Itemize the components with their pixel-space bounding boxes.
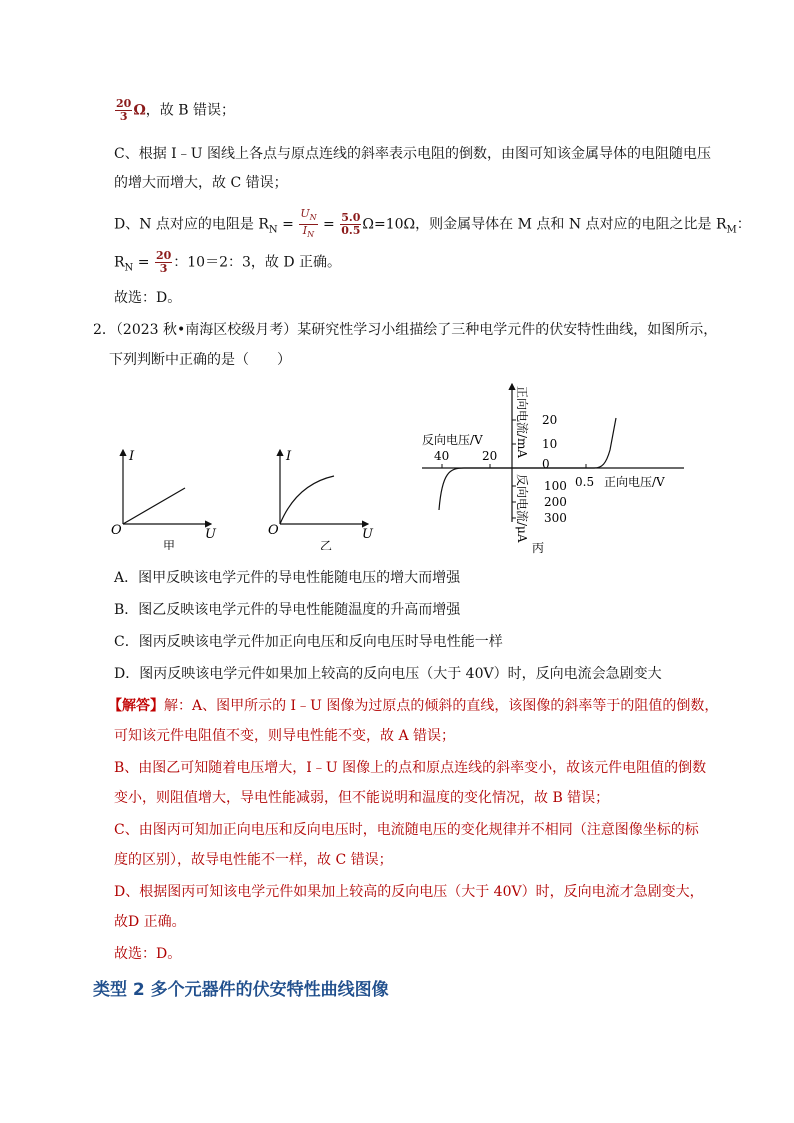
fraction: $\frac{U_N}{I_N}$ [300,207,317,240]
jia-caption: 甲 [163,539,176,550]
pos-tick-20: 20 [542,413,558,427]
jia-y-label: I [129,449,135,464]
yi-y-label: I [286,449,292,464]
rev-v-tick-40: 40 [434,449,450,463]
neg-voltage-label: 反向电压/V [422,433,483,447]
neg-tick-100: 100 [544,479,567,493]
solution-d-line-2: 故D 正确。 [114,914,186,930]
prev-answer: 故选：D。 [114,290,182,306]
bing-caption: 丙 [532,541,545,555]
q2-stem-line-2: 下列判断中正确的是（ ） [109,352,291,368]
solution-c-line-2: 度的区别），故导电性能不一样，故 C 错误； [114,852,393,868]
solution-c-line-1: C、由图丙可知加正向电压和反向电压时，电流随电压的变化规律并不相同（注意图像坐标的标 [114,822,699,838]
solution-answer: 故选：D。 [114,946,182,962]
yi-caption: 乙 [320,539,333,550]
q2-stem-line-1: 2．（2023 秋•南海区校级月考）某研究性学习小组描绘了三种电学元件的伏安特性曲线，如图所示， [93,322,718,338]
reverse-curve [439,468,512,510]
jia-x-label: U [205,527,216,542]
neg-current-label: 反向电流/μA [515,474,529,543]
option-c: C．图丙反映该电学元件加正向电压和反向电压时导电性能一样 [114,634,503,650]
figure-bing [412,372,692,562]
solution-b-line-2: 变小，则阻值增大，导电性能减弱，但不能说明和温度的变化情况，故 B 错误； [114,790,610,806]
prev-d-line-2: $R_N$ = $\frac{20}{3}$ ：10＝2：3，故 D 正确。 [114,249,342,275]
fraction: $\frac{5.0}{0.5}$ [341,211,361,238]
fraction: $\frac{20}{3}$ [116,97,132,123]
neg-tick-200: 200 [544,495,567,509]
prev-c-line-2: 的增大而增大，故 C 错误； [114,175,288,191]
option-a: A．图甲反映该电学元件的导电性能随电压的增大而增强 [114,570,461,586]
yi-origin: O [268,523,279,538]
pos-voltage-label: 正向电压/V [604,475,665,489]
rev-v-tick-20: 20 [482,449,498,463]
prev-c-line-1: C、根据 I﹣U 图线上各点与原点连线的斜率表示电阻的倒数，由图可知该金属导体的电阻随电压 [114,146,711,162]
solution-a-line-1: 【解答】解：A、图甲所示的 I﹣U 图像为过原点的倾斜的直线，该图像的斜率等于的阻值的倒数， [108,698,719,714]
prev-d-line-1: D、N 点对应的电阻是 $R_N$ = $\frac{U_N}{I_N}$ = $\frac{5.0}{0.5}$ Ω=10Ω，则金属导体在 M 点和 N 点对应的电阻之比是 $R_M$： [114,207,751,240]
option-d: D．图丙反映该电学元件如果加上较高的反向电压（大于 40V）时，反向电流会急剧变大 [114,666,662,682]
solution-tag: 【解答】 [108,698,164,714]
jia-origin: O [111,523,122,538]
saturating-curve [280,476,334,524]
linear-curve [123,488,185,524]
option-b: B．图乙反映该电学元件的导电性能随温度的升高而增强 [114,602,461,618]
figure-yi [262,430,382,550]
fraction: $\frac{20}{3}$ [155,249,172,275]
prev-answer-b-line: $\frac{20}{3}$ Ω，故 B 错误； [116,97,235,123]
pos-current-label: 正向电流/mA [515,386,529,459]
solution-a-line-2: 可知该元件电阻值不变，则导电性能不变，故 A 错误； [114,728,456,744]
neg-tick-300: 300 [544,511,567,525]
solution-d-line-1: D、根据图丙可知该电学元件如果加上较高的反向电压（大于 40V）时，反向电流才急剧变大， [114,884,704,900]
solution-b-line-1: B、由图乙可知随着电压增大，I﹣U 图像上的点和原点连线的斜率变小，故该元件电阻值的倒数 [114,760,707,776]
pos-tick-0: 0 [542,457,550,471]
fwd-v-tick-05: 0.5 [575,475,595,489]
figure-jia [105,430,225,550]
section-heading: 类型 2 多个元器件的伏安特性曲线图像 [93,980,389,1000]
pos-tick-10: 10 [542,437,558,451]
yi-x-label: U [362,527,373,542]
